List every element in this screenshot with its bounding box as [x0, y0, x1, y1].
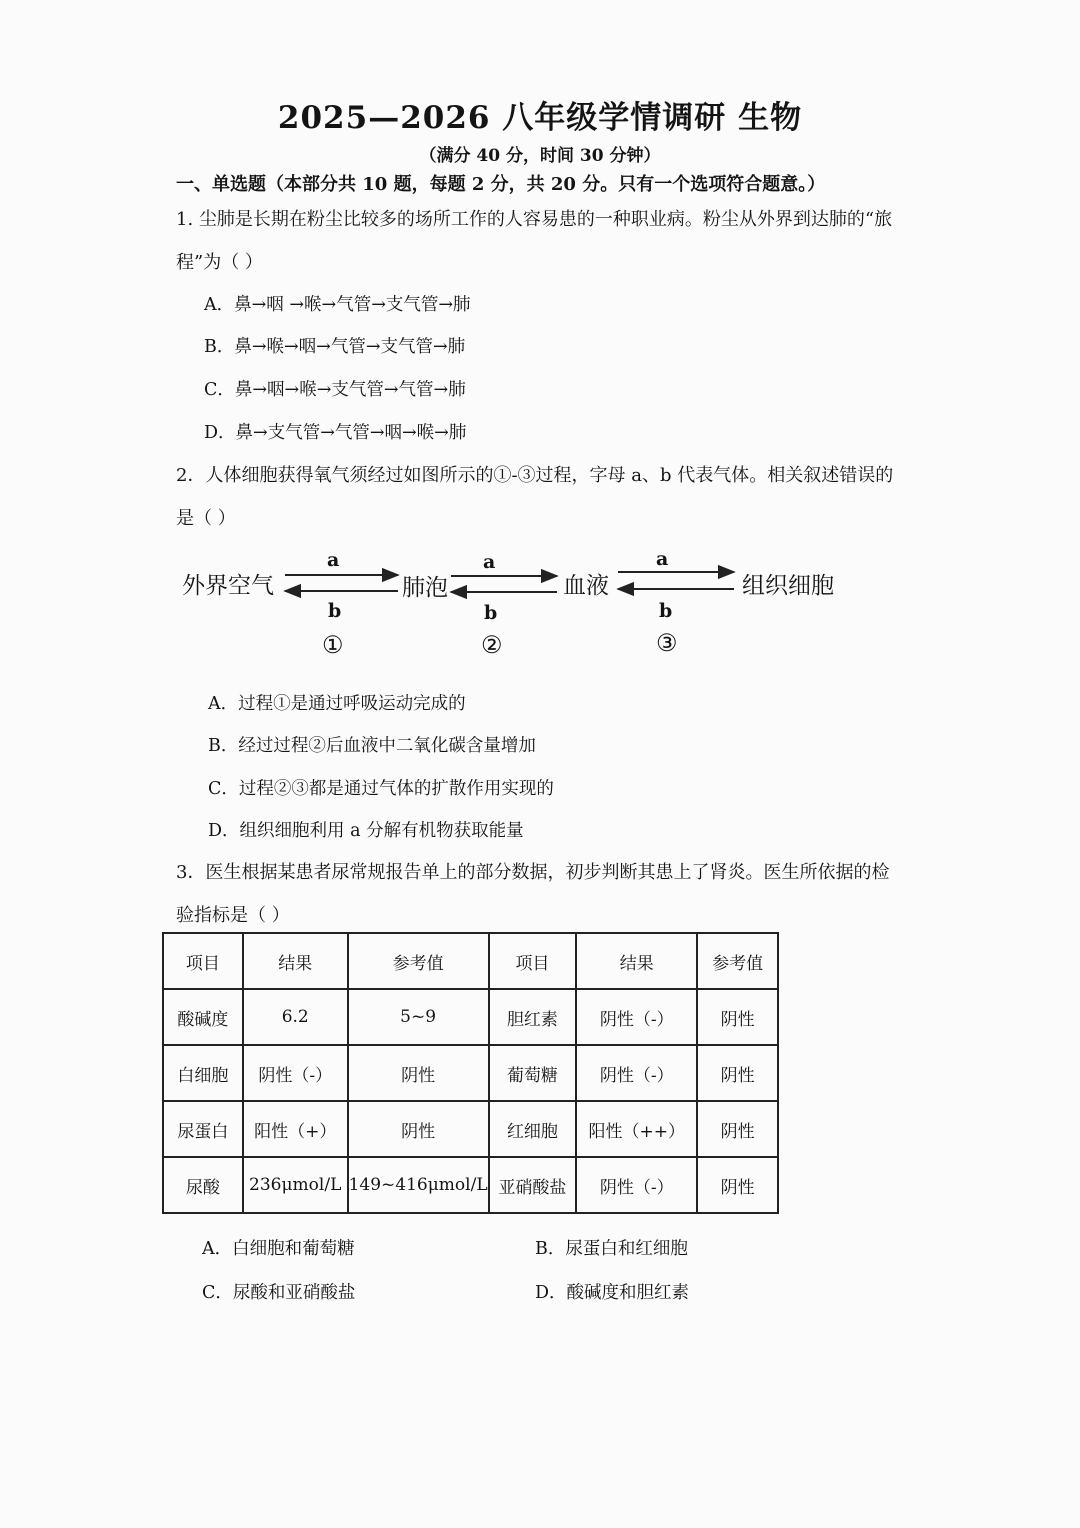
q2-option-d: D．组织细胞利用 a 分解有机物获取能量: [208, 821, 524, 841]
table-cell: 5~9: [348, 989, 489, 1045]
q3-option-d: D．酸碱度和胆红素: [535, 1283, 690, 1303]
q3-option-b: B．尿蛋白和红细胞: [535, 1239, 688, 1259]
urinalysis-table: [162, 932, 779, 1214]
q1-option-a: A．鼻→咽 →喉→气管→支气管→肺: [204, 295, 471, 315]
table-cell: 阴性（-）: [576, 989, 697, 1045]
table-cell: 阴性（-）: [576, 1045, 697, 1101]
q1-stem-line2: 程”为（ ）: [176, 252, 263, 273]
table-row: [163, 1157, 778, 1213]
table-cell: 胆红素: [489, 989, 577, 1045]
table-header: 结果: [243, 933, 348, 989]
table-header: 项目: [489, 933, 577, 989]
table-cell: 阴性: [697, 1045, 778, 1101]
process-2-label: ②: [481, 631, 503, 659]
q1-option-c: C．鼻→咽→喉→支气管→气管→肺: [204, 380, 466, 400]
label-b-3: b: [659, 600, 673, 622]
label-a-2: a: [483, 551, 496, 573]
q3-stem-line1: 3．医生根据某患者尿常规报告单上的部分数据，初步判断其患上了肾炎。医生所依据的检: [176, 862, 890, 883]
table-header: 项目: [163, 933, 243, 989]
table-cell: 白细胞: [163, 1045, 243, 1101]
q2-stem-line2: 是（ ）: [176, 508, 236, 529]
q2-option-c: C．过程②③都是通过气体的扩散作用实现的: [208, 779, 554, 799]
table-cell: 红细胞: [489, 1101, 577, 1157]
section-heading: 一、单选题（本部分共 10 题，每题 2 分，共 20 分。只有一个选项符合题意。）: [176, 174, 826, 195]
q3-option-a: A．白细胞和葡萄糖: [202, 1239, 355, 1259]
node-tissue-cells: 组织细胞: [742, 573, 834, 599]
table-row: [163, 1045, 778, 1101]
label-a-3: a: [656, 548, 669, 570]
table-cell: 阳性（+）: [243, 1101, 348, 1157]
node-blood: 血液: [563, 573, 609, 599]
table-cell: 阴性（-）: [576, 1157, 697, 1213]
node-alveoli: 肺泡: [402, 575, 448, 601]
label-b-1: b: [328, 600, 342, 622]
label-b-2: b: [484, 602, 498, 624]
q1-stem-line1: 1. 尘肺是长期在粉尘比较多的场所工作的人容易患的一种职业病。粉尘从外界到达肺的“旅: [176, 209, 893, 230]
table-cell: 阳性（++）: [576, 1101, 697, 1157]
table-row: [163, 989, 778, 1045]
q1-option-b: B．鼻→喉→咽→气管→支气管→肺: [204, 337, 466, 357]
exam-subtitle: （满分 40 分，时间 30 分钟）: [419, 146, 661, 166]
table-cell: 阴性: [697, 1157, 778, 1213]
table-cell: 阴性: [348, 1101, 489, 1157]
table-cell: 尿酸: [163, 1157, 243, 1213]
process-1-label: ①: [322, 631, 344, 659]
diagram-arrows: [0, 0, 1080, 700]
table-header: 结果: [576, 933, 697, 989]
table-header-row: [163, 933, 778, 989]
process-3-label: ③: [656, 629, 678, 657]
q2-option-b: B．经过过程②后血液中二氧化碳含量增加: [208, 736, 536, 756]
table-row: [163, 1101, 778, 1157]
table-cell: 阴性: [697, 1101, 778, 1157]
q3-stem-line2: 验指标是（ ）: [176, 905, 290, 926]
table-cell: 6.2: [243, 989, 348, 1045]
table-header: 参考值: [697, 933, 778, 989]
node-outside-air: 外界空气: [182, 573, 274, 599]
table-cell: 酸碱度: [163, 989, 243, 1045]
table-cell: 236μmol/L: [243, 1157, 348, 1213]
table-cell: 阴性: [348, 1045, 489, 1101]
label-a-1: a: [327, 549, 340, 571]
q1-option-d: D．鼻→支气管→气管→咽→喉→肺: [204, 423, 467, 443]
q3-option-c: C．尿酸和亚硝酸盐: [202, 1283, 356, 1303]
q2-option-a: A．过程①是通过呼吸运动完成的: [208, 694, 466, 714]
table-cell: 亚硝酸盐: [489, 1157, 577, 1213]
table-cell: 149~416μmol/L: [348, 1157, 489, 1213]
q2-stem-line1: 2．人体细胞获得氧气须经过如图所示的①-③过程，字母 a、b 代表气体。相关叙述错误的: [176, 465, 894, 486]
table-header: 参考值: [348, 933, 489, 989]
table-cell: 葡萄糖: [489, 1045, 577, 1101]
exam-title: 2025—2026 八年级学情调研 生物: [277, 100, 803, 136]
table-cell: 阴性（-）: [243, 1045, 348, 1101]
table-cell: 尿蛋白: [163, 1101, 243, 1157]
table-cell: 阴性: [697, 989, 778, 1045]
